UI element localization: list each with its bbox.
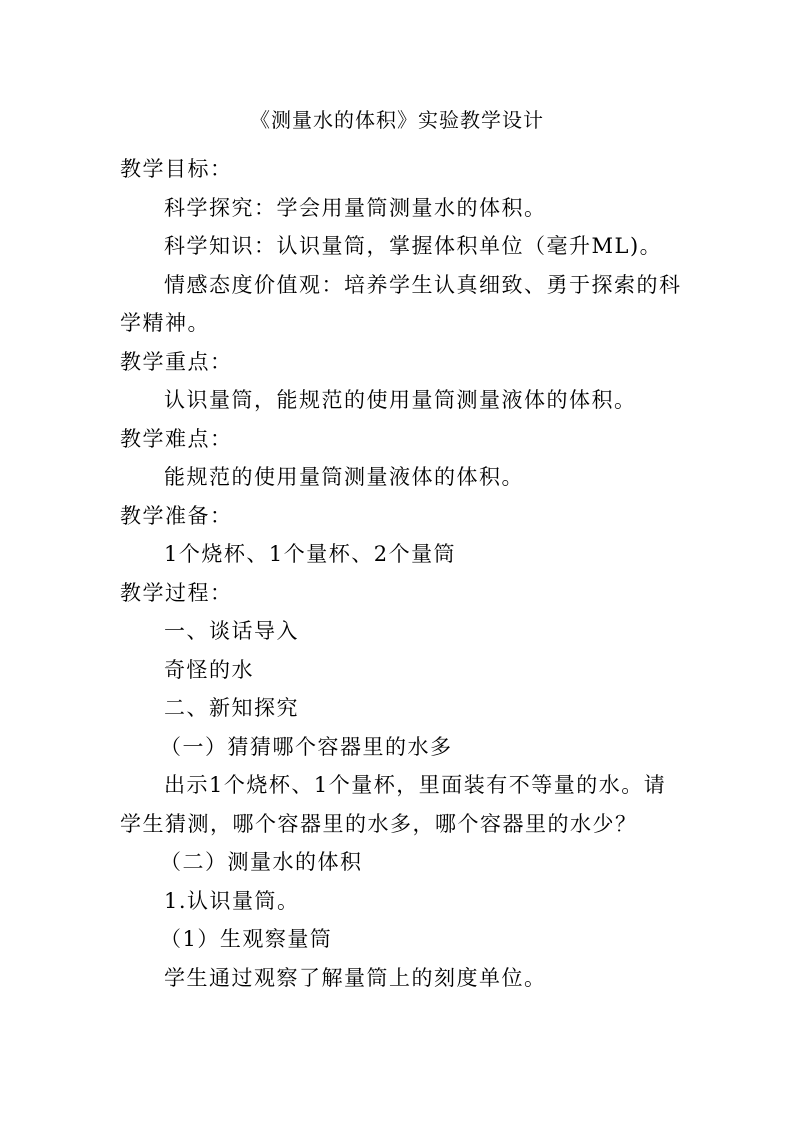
objectives-heading: 教学目标：	[120, 157, 233, 181]
process-sub1-line1: 出示1个烧杯、1个量杯，里面装有不等量的水。请	[164, 773, 667, 797]
process-section1-text: 奇怪的水	[164, 657, 254, 682]
process-step1-text: 学生通过观察了解量筒上的刻度单位。	[164, 965, 547, 990]
document-body	[120, 150, 680, 997]
process-sub1-line2: 学生猜测，哪个容器里的水多，哪个容器里的水少？	[120, 811, 638, 836]
preparation-heading: 教学准备：	[120, 503, 233, 528]
process-section2: 二、新知探究	[164, 696, 299, 720]
process-section1: 一、谈话导入	[164, 619, 299, 643]
process-sub1: （一）猜猜哪个容器里的水多	[160, 734, 453, 759]
key-points-heading: 教学重点：	[120, 349, 233, 374]
objective-science-knowledge: 科学知识：认识量筒，掌握体积单位（毫升ML)。	[164, 234, 663, 258]
process-step1: 1.认识量筒。	[164, 888, 300, 913]
objective-attitude-line1: 情感态度价值观：培养学生认真细致、勇于探索的科	[164, 272, 682, 297]
document-title: 《测量水的体积》实验教学设计	[250, 108, 544, 132]
difficulties-text: 能规范的使用量筒测量液体的体积。	[164, 465, 524, 489]
process-heading: 教学过程：	[120, 580, 233, 605]
key-points-text: 认识量筒，能规范的使用量筒测量液体的体积。	[164, 388, 637, 412]
preparation-text: 1个烧杯、1个量杯、2个量筒	[164, 542, 457, 566]
process-step1-sub: （1）生观察量筒	[160, 927, 333, 951]
process-sub2: （二）测量水的体积	[160, 850, 363, 874]
objective-attitude-line2: 学精神。	[120, 311, 210, 335]
difficulties-heading: 教学难点：	[120, 426, 233, 451]
objective-science-inquiry: 科学探究：学会用量筒测量水的体积。	[164, 195, 547, 220]
